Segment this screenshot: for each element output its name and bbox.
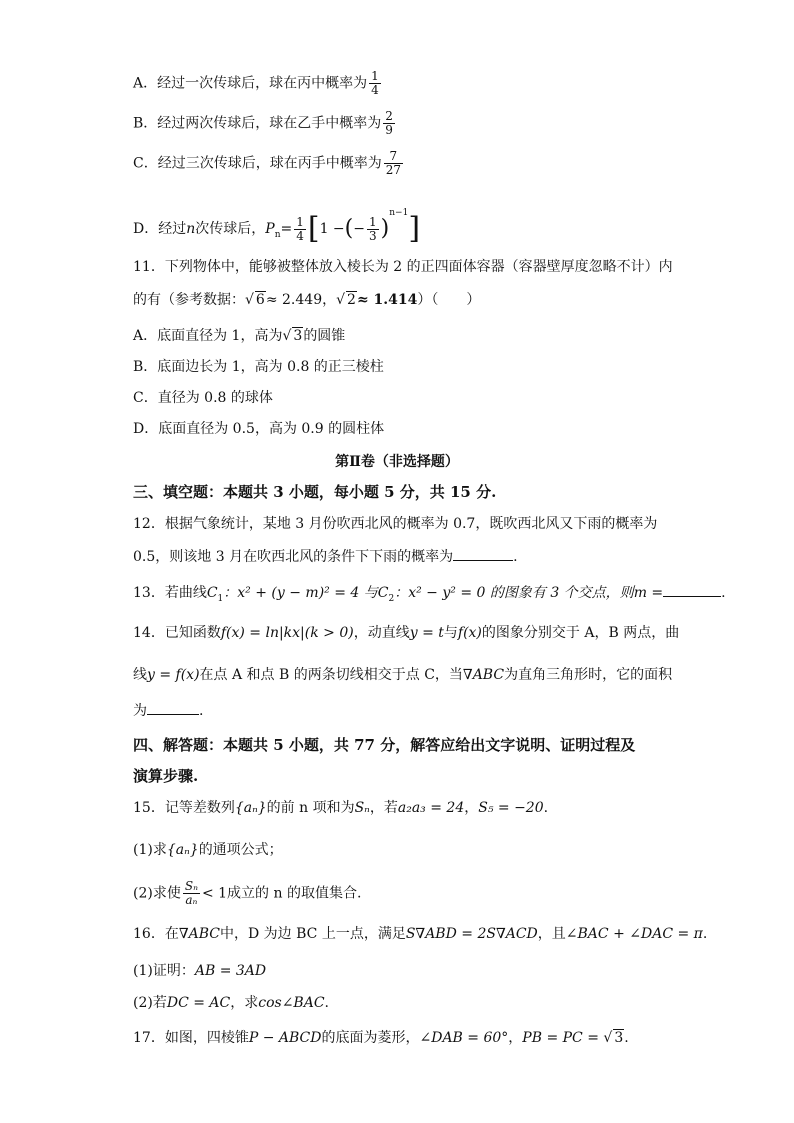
fraction: $\frac{7}{27}$	[385, 149, 401, 177]
text: (1)证明：	[133, 963, 195, 979]
text: 15．记等差数列	[133, 800, 235, 816]
q15-part1	[133, 840, 283, 860]
function: f(x)	[457, 625, 482, 641]
text: 的通项公式；	[198, 842, 283, 858]
text: 的有（参考数据：	[133, 292, 245, 308]
sqrt-3: 3	[293, 328, 303, 344]
q17-line1: 17．如图，四棱锥P − ABCD的底面为菱形，∠DAB = 60°，PB = PC = √ 3.	[133, 1030, 629, 1046]
sequence: {aₙ}	[234, 800, 267, 816]
text: .	[513, 549, 518, 565]
function: f(x) = ln|kx|(k > 0)	[220, 625, 354, 641]
text: 的底面为菱形，	[321, 1030, 420, 1046]
text: ）（ ）	[417, 292, 481, 308]
var-p: P	[265, 221, 275, 237]
subscript: 2	[388, 593, 395, 604]
text: 的圆锥	[303, 328, 346, 344]
q10-option-c	[133, 150, 405, 177]
text: 16．在	[133, 926, 179, 942]
var-c2: C	[377, 585, 389, 601]
q11-option-d: D．底面直径为 0.5，高为 0.9 的圆柱体	[133, 421, 385, 437]
q10-option-a	[133, 70, 383, 97]
q16-line1	[133, 924, 707, 944]
text: 13．若曲线	[133, 585, 207, 601]
text: ，	[464, 800, 479, 816]
equation: ：x² − y² = 0 的图象有 3 个交点，则	[394, 585, 634, 601]
text: D．经过	[133, 221, 187, 237]
text: A．底面直径为 1，高为	[133, 328, 283, 344]
text: (2)若	[133, 995, 167, 1011]
q10-option-d: D．经过n次传球后，$P_n=$ $\frac{1}{4}$ [1 −(− $\frac{1}{3}$ )$^{n-1}$]	[133, 208, 421, 246]
sqrt-2: 2	[347, 292, 356, 308]
condition: a₂a₃ = 24	[397, 800, 465, 816]
option-b-text: B．经过两次传球后，球在乙手中概率为	[133, 115, 382, 132]
function: y = f(x)	[147, 667, 200, 683]
condition: S∇ABD = 2S∇ACD	[405, 926, 538, 942]
expression: cos∠BAC	[258, 995, 325, 1011]
q13-line	[133, 582, 726, 609]
text: ，	[508, 1030, 523, 1046]
var-n: n	[186, 221, 196, 237]
text: ，若	[369, 800, 398, 816]
answer-blank	[147, 700, 199, 715]
text: ，且	[537, 926, 566, 942]
q11-option-a: A．底面直径为 1，高为√ 3的圆锥	[133, 328, 346, 344]
q10-option-b	[133, 110, 397, 137]
text: 与	[443, 625, 458, 641]
q14-line2	[133, 665, 672, 685]
text: 为直角三角形时，它的面积	[504, 667, 673, 683]
option-a-text: A．经过一次传球后，球在丙中概率为	[133, 75, 368, 92]
text: < 1	[201, 885, 228, 902]
text: ≈ 2.449，	[265, 292, 337, 308]
right-bracket: ]	[408, 211, 421, 246]
q11-line1: 11．下列物体中，能够被整体放入棱长为 2 的正四面体容器（容器壁厚度忽略不计）内	[133, 259, 673, 275]
q15-part2	[133, 880, 361, 907]
q12-line2	[133, 546, 518, 567]
fraction: $\frac{1}{4}$	[296, 214, 304, 243]
q14-line1	[133, 623, 679, 643]
condition: ∠BAC + ∠DAC = π	[565, 926, 703, 942]
q16-part1	[133, 961, 266, 981]
angle: ∠DAB = 60°	[419, 1030, 509, 1046]
section3-heading: 三、填空题：本题共 3 小题，每小题 5 分，共 15 分.	[133, 483, 497, 501]
var-m: m =	[633, 585, 664, 601]
text: .	[624, 1030, 629, 1046]
var-c1: C	[206, 585, 218, 601]
left-paren: (	[344, 216, 354, 241]
text: 1 −	[319, 221, 345, 237]
fraction: $\frac{1}{4}$	[371, 69, 379, 97]
sum: Sₙ	[354, 800, 370, 816]
text: 14．已知函数	[133, 625, 221, 641]
sqrt-3: 3	[614, 1030, 624, 1046]
q11-option-b: B．底面边长为 1，高为 0.8 的正三棱柱	[133, 359, 384, 375]
q16-part2	[133, 993, 329, 1013]
triangle: ∇ABC	[462, 667, 505, 683]
text: 在点 A 和点 B 的两条切线相交于点 C，当	[199, 667, 463, 683]
text: 的前 n 项和为	[266, 800, 355, 816]
equation: y = t	[409, 625, 444, 641]
fraction: $\frac{1}{3}$	[369, 214, 377, 243]
q15-line1	[133, 798, 548, 818]
option-c-text: C．经过三次传球后，球在丙手中概率为	[133, 155, 382, 172]
sequence: {aₙ}	[166, 842, 199, 858]
text: .	[543, 800, 549, 816]
text: 0.5，则该地 3 月在吹西北风的条件下下雨的概率为	[133, 549, 454, 565]
text: .	[702, 926, 708, 942]
fraction: $\frac{\text{Sₙ}}{\text{aₙ}}$	[184, 879, 198, 907]
text: .	[324, 995, 329, 1011]
left-bracket: [	[307, 211, 320, 246]
text: .	[721, 585, 726, 601]
q12-line1: 12．根据气象统计，某地 3 月份吹西北风的概率为 0.7，既吹西北风又下雨的概率为	[133, 516, 658, 532]
text: 中，D 为边 BC 上一点，满足	[219, 926, 406, 942]
subscript: 1	[217, 593, 224, 604]
equation: DC = AC	[166, 995, 231, 1011]
condition: S₅ = −20	[478, 800, 544, 816]
answer-blank	[453, 546, 513, 561]
exponent: n−1	[389, 208, 409, 218]
pyramid: P − ABCD	[248, 1030, 322, 1046]
text: (2)求使	[133, 885, 181, 902]
q11-option-c: C．直径为 0.8 的球体	[133, 390, 273, 406]
right-paren: )	[380, 216, 390, 241]
text: 成立的 n 的取值集合.	[227, 885, 362, 902]
text: 17．如图，四棱锥	[133, 1030, 249, 1046]
text: 次传球后，	[195, 221, 266, 237]
text: ，动直线	[353, 625, 410, 641]
equals: =	[280, 221, 293, 237]
text: 线	[133, 667, 147, 683]
answer-blank	[663, 582, 721, 597]
text: ≈ 1.414	[356, 292, 418, 308]
sqrt-6: 6	[255, 292, 265, 308]
q14-line3	[133, 700, 203, 721]
text: 为	[133, 703, 147, 719]
section4-heading-line1: 四、解答题：本题共 5 小题，共 77 分，解答应给出文字说明、证明过程及	[133, 736, 636, 754]
triangle: ∇ABC	[178, 926, 220, 942]
part2-title: 第Ⅱ卷（非选择题）	[335, 454, 459, 470]
equation: ：x² + (y − m)² = 4 与	[223, 585, 378, 601]
q11-line2: 的有（参考数据：√ 6≈ 2.449，√ 2≈ 1.414）（ ）	[133, 292, 481, 308]
fraction: $\frac{2}{9}$	[385, 109, 393, 137]
text: ，求	[230, 995, 259, 1011]
section4-heading-line2: 演算步骤.	[133, 767, 199, 785]
equation: AB = 3AD	[194, 963, 267, 979]
text: .	[199, 703, 204, 719]
text: 的图象分别交于 A，B 两点，曲	[481, 625, 680, 641]
subscript: n	[274, 229, 281, 240]
condition: PB = PC =	[522, 1030, 604, 1046]
text: (1)求	[133, 842, 167, 858]
